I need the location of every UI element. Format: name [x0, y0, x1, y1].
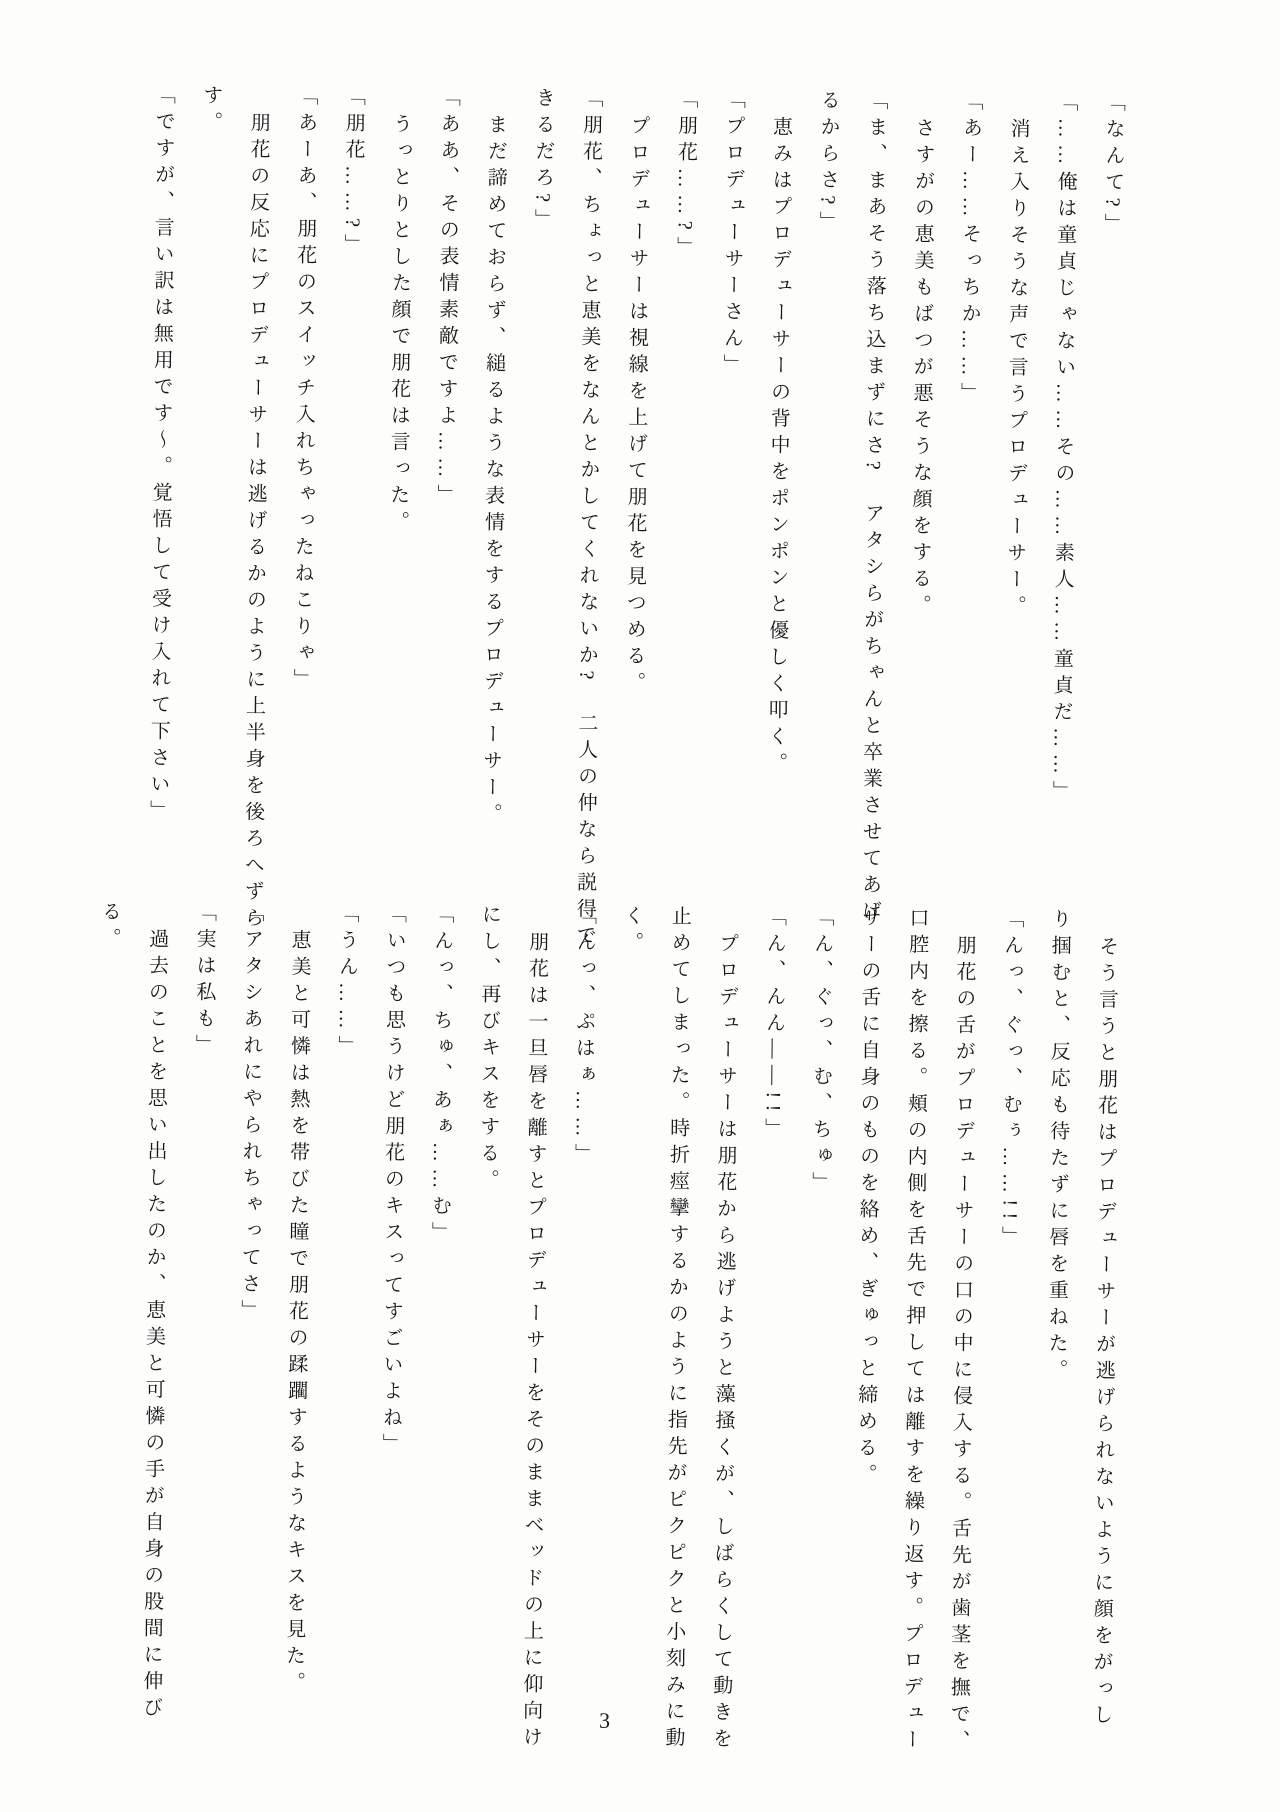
text-line: 恵美と可憐は熱を帯びた瞳で朋花の蹂躙するようなキスを見た。 — [282, 929, 311, 1698]
text-line: 過去のことを思い出したのか、恵美と可憐の手が自身の股間に伸び — [139, 928, 168, 1724]
text-line: 「ですが、言い訳は無用です〜。覚悟して受け入れて下さい」 — [146, 84, 175, 827]
text-line: 「ん、んん――!!」 — [761, 905, 786, 1145]
text-line: プロデューサーは朋花から逃げようと藻掻くが、しばらくして動きを — [709, 932, 738, 1755]
text-block-upper — [129, 84, 1136, 984]
text-line: 「朋花、ちょっと恵美をなんとかしてくれないか? 二人の仲なら説得で — [573, 87, 602, 952]
text-line: るからさ?」 — [816, 89, 840, 238]
text-line: サーの舌に自身のものを絡め、ぎゅっと締める。 — [853, 906, 881, 1490]
text-line: 「朋花……?」 — [673, 88, 697, 263]
text-line: す。 — [199, 84, 222, 138]
text-line: にし、再びキスをする。 — [476, 903, 501, 1196]
text-line: く。 — [620, 904, 643, 959]
text-line: 止めてしまった。時折痙攣するかのように指先がピクピクと小刻みに動 — [661, 905, 691, 1754]
text-line: 朋花の舌がプロデューサーの口の中に侵入する。舌先が歯茎を撫で、 — [946, 934, 976, 1757]
text-line: 「ん、ぐっ、む、ちゅ」 — [808, 906, 833, 1199]
text-line: 「ああ、その表情素敵ですよ……」 — [434, 86, 460, 511]
text-line: 消え入りそうな声で言うプロデューサー。 — [1003, 117, 1030, 622]
text-line: 「アタシあれにやられちゃってさ」 — [237, 901, 263, 1327]
page-number: 3 — [598, 1707, 611, 1733]
text-line: 朋花は一旦唇を離すとプロデューサーをそのままベッドの上に仰向け — [519, 931, 548, 1753]
text-line: 恵みはプロデューサーの背中をポンポンと優しく叩く。 — [764, 115, 792, 779]
text-line: 「んっ、ぐっ、むぅ……!!」 — [998, 907, 1023, 1253]
text-line: 口腔内を擦る。頬の内側を舌先で押しては離すを繰り返す。プロデュー — [899, 907, 928, 1756]
text-line: 「んっ、ちゅ、あぁ……む」 — [428, 903, 453, 1249]
text-line: り掴むと、反応も待たずに唇を重ねた。 — [1044, 908, 1071, 1386]
text-line: 「うん……」 — [334, 902, 358, 1062]
text-line: 「プロデューサーさん」 — [720, 88, 745, 381]
text-line: 「ま、まあそう落ち込まずにさ? アタシらがちゃんと卒業させてあげ — [858, 89, 887, 927]
text-line: 「……俺は童貞じゃない……その……素人……童貞だ……」 — [1049, 91, 1077, 807]
text-line: さすがの恵美もばつが悪そうな顔をする。 — [908, 117, 935, 621]
text-line: 「あー……そっちか……」 — [957, 90, 982, 409]
text-line: きるだろ?」 — [531, 87, 555, 236]
text-line: プロデューサーは視線を上げて朋花を見つめる。 — [622, 114, 650, 699]
text-line: る。 — [98, 900, 121, 954]
text-line: 「いつも思うけど朋花のキスってすごいよね」 — [379, 902, 406, 1460]
text-line: 朋花の反応にプロデューサーは逃げるかのように上半身を後ろへずら — [240, 111, 270, 934]
text-line: 「あーあ、朋花のスイッチ入れちゃったねこりゃ」 — [290, 85, 317, 695]
text-line: 「朋花……?」 — [341, 85, 365, 261]
text-line: そう言うと朋花はプロデューサーが逃げられないように顔をがっし — [1089, 935, 1118, 1731]
text-line: 「実は私も」 — [192, 901, 216, 1061]
text-line: うっとりとした顔で朋花は言った。 — [386, 113, 412, 538]
text-block-lower — [77, 901, 1130, 1801]
text-line: まだ諦めておらず、縋るような表情をするプロデューサー。 — [479, 113, 507, 830]
text-line: 「なんて?」 — [1101, 91, 1125, 240]
text-line: 「んっ、ぷはぁ……」 — [571, 904, 596, 1170]
